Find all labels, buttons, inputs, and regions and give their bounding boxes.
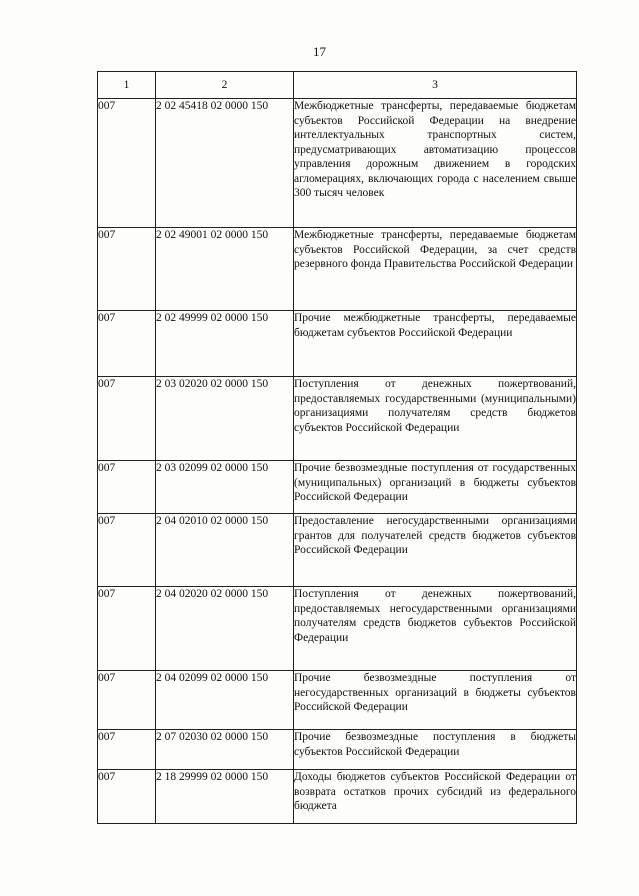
description-cell: Прочие безвозмездные поступления от негосударственных организаций в бюджеты субъектов Российской Федерации [294, 671, 577, 730]
budget-code-cell: 2 07 02030 02 0000 150 [156, 730, 294, 770]
table-row [98, 461, 577, 514]
description-cell: Прочие безвозмездные поступления в бюджеты субъектов Российской Федерации [294, 730, 577, 770]
budget-code-cell: 2 03 02020 02 0000 150 [156, 377, 294, 461]
budget-code-cell: 2 18 29999 02 0000 150 [156, 770, 294, 824]
header-col-1: 1 [98, 72, 156, 99]
header-col-2: 2 [156, 72, 294, 99]
header-col-3: 3 [294, 72, 577, 99]
budget-code-cell: 2 04 02020 02 0000 150 [156, 587, 294, 671]
budget-code-cell: 2 04 02010 02 0000 150 [156, 514, 294, 587]
table-row [98, 514, 577, 587]
description-cell: Межбюджетные трансферты, передаваемые бюджетам субъектов Российской Федерации, за счет средств резервного фонда Правительства Российской Федерации [294, 228, 577, 311]
admin-code-cell: 007 [98, 461, 156, 514]
budget-code-cell: 2 04 02099 02 0000 150 [156, 671, 294, 730]
table-row [98, 377, 577, 461]
admin-code-cell: 007 [98, 377, 156, 461]
admin-code-cell: 007 [98, 730, 156, 770]
admin-code-cell: 007 [98, 587, 156, 671]
budget-code-cell: 2 03 02099 02 0000 150 [156, 461, 294, 514]
table-row [98, 587, 577, 671]
admin-code-cell: 007 [98, 671, 156, 730]
description-cell: Межбюджетные трансферты, передаваемые бюджетам субъектов Российской Федерации на внедрение интеллектуальных транспортных систем, предусматривающих автоматизацию процессов управления дорожным движением в городских агломерациях, включающих города с населением свыше 300 тысяч человек [294, 99, 577, 228]
table-row [98, 228, 577, 311]
admin-code-cell: 007 [98, 514, 156, 587]
budget-code-cell: 2 02 49999 02 0000 150 [156, 311, 294, 377]
budget-code-cell: 2 02 45418 02 0000 150 [156, 99, 294, 228]
table-row [98, 770, 577, 824]
page-number: 17 [313, 44, 326, 59]
admin-code-cell: 007 [98, 770, 156, 824]
description-cell: Предоставление негосударственными организациями грантов для получателей средств бюджетов субъектов Российской Федерации [294, 514, 577, 587]
description-cell: Поступления от денежных пожертвований, предоставляемых государственными (муниципальными) организациями получателям средств бюджетов субъектов Российской Федерации [294, 377, 577, 461]
table-row [98, 99, 577, 228]
description-cell: Прочие безвозмездные поступления от государственных (муниципальных) организаций в бюджеты субъектов Российской Федерации [294, 461, 577, 514]
admin-code-cell: 007 [98, 228, 156, 311]
table-row [98, 671, 577, 730]
description-cell: Прочие межбюджетные трансферты, передаваемые бюджетам субъектов Российской Федерации [294, 311, 577, 377]
admin-code-cell: 007 [98, 311, 156, 377]
table-row [98, 730, 577, 770]
admin-code-cell: 007 [98, 99, 156, 228]
budget-codes-table [97, 71, 577, 824]
description-cell: Поступления от денежных пожертвований, предоставляемых негосударственными организациями получателям средств бюджетов субъектов Российской Федерации [294, 587, 577, 671]
header-row [98, 72, 577, 99]
budget-code-cell: 2 02 49001 02 0000 150 [156, 228, 294, 311]
table-row [98, 311, 577, 377]
description-cell: Доходы бюджетов субъектов Российской Федерации от возврата остатков прочих субсидий из федерального бюджета [294, 770, 577, 824]
